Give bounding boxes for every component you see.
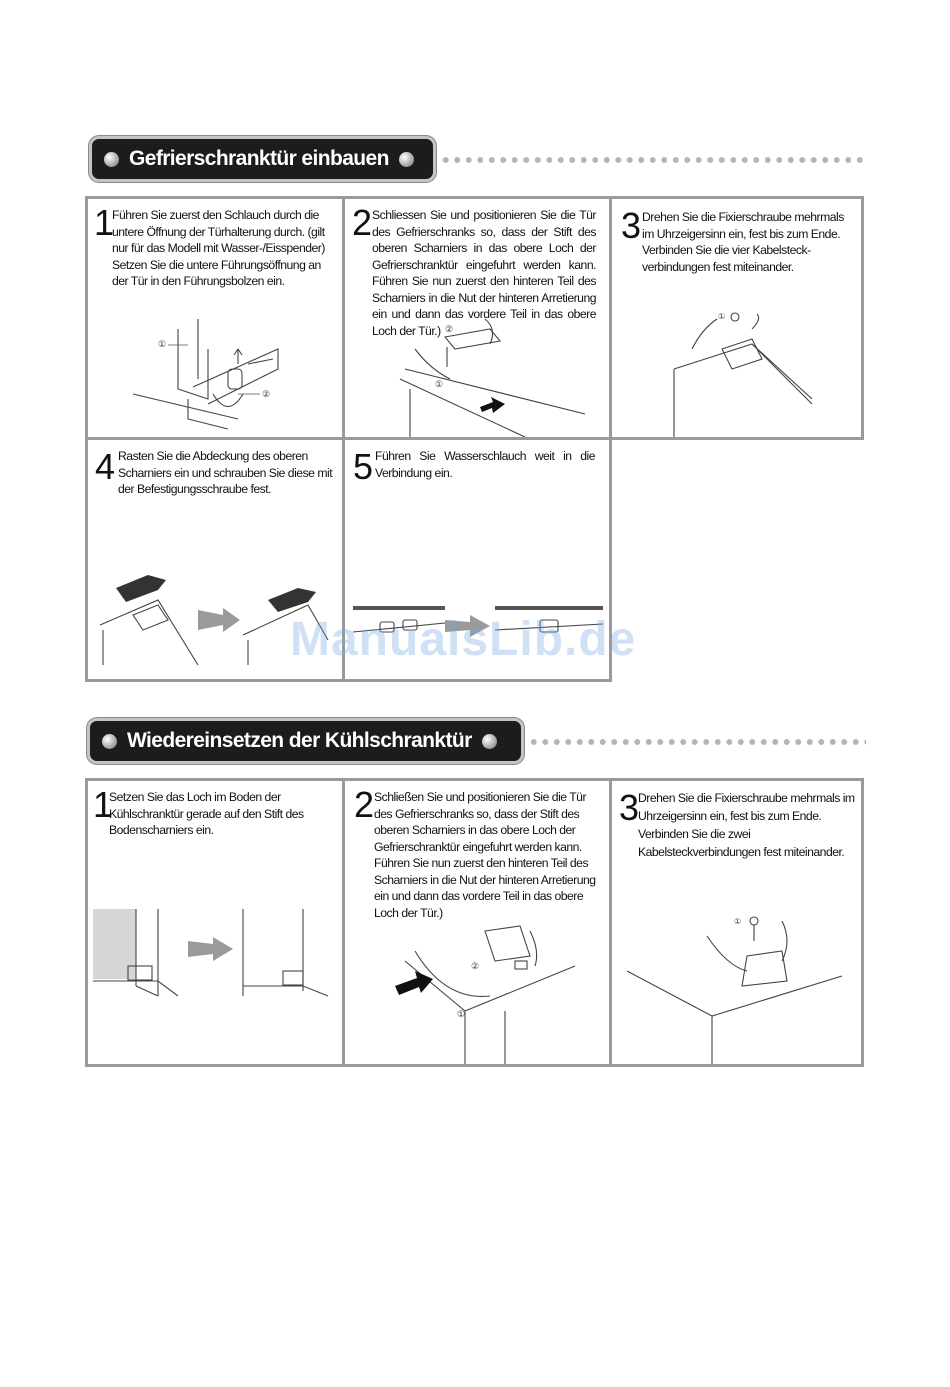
bullet-icon: [104, 152, 119, 167]
step-panel-1: [88, 199, 342, 437]
section-header-freezer-door: [89, 136, 436, 182]
step-number: 1: [94, 202, 114, 243]
step-number: 3: [619, 787, 639, 828]
step-text: Drehen Sie die Fixierschraube mehrmals im Uhrzeigersinn ein, fest bis zum Ende. Verbinden Sie die zwei Kabelsteckverbindungen fest miteinander.: [638, 791, 855, 859]
dotted-rule: [440, 156, 866, 164]
callout-1: ①: [718, 312, 726, 321]
door-guide-illustration: [88, 199, 342, 437]
step-number: 2: [352, 202, 372, 243]
step-panel-2: [345, 781, 609, 1064]
bullet-icon: [102, 734, 117, 749]
step-text: Führen Sie zuerst den Schlauch durch die untere Öffnung der Türhalterung durch. (gilt nur für das Modell mit Wasser-/Eisspender) Setzen Sie die untere Führungsöffnung an der Tür in den Führungsbolzen ein.: [112, 208, 325, 288]
step-number: 2: [354, 784, 374, 825]
step-panel-3: [612, 199, 861, 437]
section-header-fridge-door: [87, 718, 524, 764]
callout-1: ①: [734, 917, 742, 926]
watermark: ManualsLib.de: [290, 613, 637, 666]
section-title: Gefrierschranktür einbauen: [129, 147, 389, 170]
step-number: 1: [93, 784, 113, 825]
step-text: Drehen Sie die Fixierschraube mehrmals im Uhrzeigersinn ein, fest bis zum Ende. Verbinden Sie die vier Kabelsteck-verbindungen fest miteinander.: [642, 210, 844, 274]
step-text: Rasten Sie die Abdeckung des oberen Scharniers ein und schrauben Sie diese mit der Befestigungsschraube fest.: [118, 449, 333, 496]
step-text: Schliessen Sie und positionieren Sie die Tür des Gefrierschranks so, dass der Stift des oberen Scharniers in das obere Loch der Gefrierschranktür eingefuhrt werden kann. Führen Sie nun zuerst den hinteren Teil des Scharniers in die Nut der hinteren Arretierung ein und dann das vordere Teil in das obere Loch der Tür.): [372, 208, 596, 338]
bullet-icon: [482, 734, 497, 749]
dotted-rule: [528, 738, 866, 746]
empty-cell: [612, 440, 864, 682]
bullet-icon: [399, 152, 414, 167]
callout-1: ①: [457, 1009, 466, 1019]
step-panel-2: [345, 199, 609, 437]
callout-2: ②: [445, 324, 454, 334]
step-panel-1: [88, 781, 342, 1064]
screw-illustration: [612, 199, 861, 437]
callout-1: ①: [435, 379, 444, 389]
bottom-hinge-illustration: [88, 781, 342, 1064]
callout-2: ②: [262, 389, 271, 399]
step-text: Schließen Sie und positionieren Sie die Tür des Gefrierschranks so, dass der Stift des oberen Scharniers in das obere Loch der Gefrierschranktür eingefuhrt werden kann. Führen Sie nun zuerst den hinteren Teil des Scharniers in die Nut der hinteren Arretierung ein und dann das vordere Teil in das obere Loch der Tür.): [374, 790, 596, 920]
step-text: Führen Sie Wasserschlauch weit in die Verbindung ein.: [375, 449, 595, 480]
callout-1: ①: [158, 339, 167, 349]
screw-illustration: [612, 781, 861, 1064]
step-text: Setzen Sie das Loch im Boden der Kühlschranktür gerade auf den Stift des Bodenscharniers ein.: [109, 790, 304, 837]
callout-2: ②: [471, 961, 480, 971]
step-number: 3: [621, 205, 641, 246]
step-number: 4: [95, 446, 115, 487]
upper-hinge-illustration: [345, 199, 609, 437]
step-panel-3: [612, 781, 861, 1064]
section-title: Wiedereinsetzen der Kühlschranktür: [127, 729, 472, 752]
upper-hinge-illustration: [345, 781, 609, 1064]
step-number: 5: [353, 446, 373, 487]
